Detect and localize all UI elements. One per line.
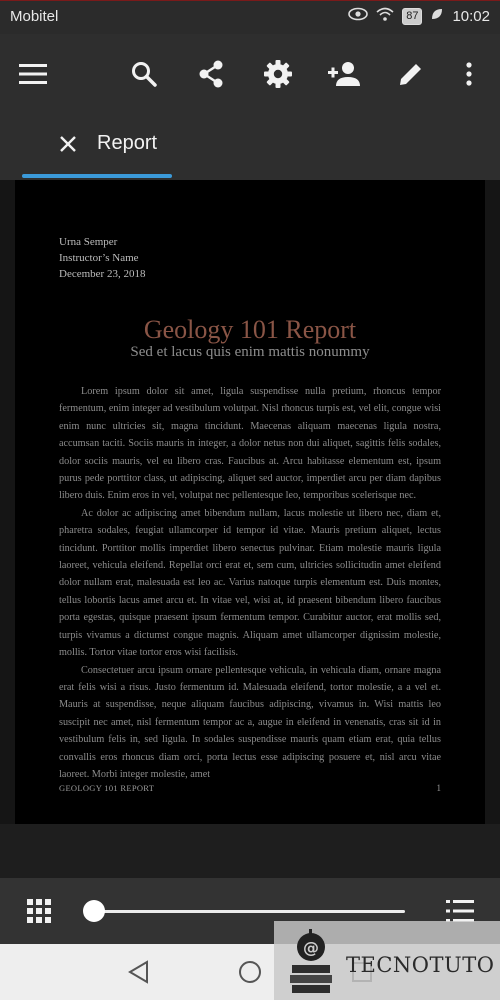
battery-level: 87 (402, 8, 422, 25)
eye-comfort-icon (348, 7, 368, 25)
carrier-name: Mobitel (10, 8, 59, 25)
back-icon[interactable] (125, 958, 153, 986)
watermark-text: TECNOTUTO (346, 953, 495, 977)
document-title: Geology 101 Report (143, 315, 357, 344)
tab-report[interactable] (22, 114, 172, 180)
grid-view-icon[interactable] (26, 898, 52, 924)
edit-icon[interactable] (391, 54, 431, 94)
menu-icon[interactable] (13, 54, 53, 94)
svg-text:@: @ (303, 938, 319, 957)
status-bar (0, 0, 500, 34)
leaf-icon (430, 7, 444, 25)
document-viewer[interactable] (0, 180, 500, 824)
active-tab-indicator (22, 174, 172, 178)
search-icon[interactable] (124, 54, 164, 94)
document-body (59, 383, 441, 783)
more-vert-icon[interactable] (449, 54, 489, 94)
document-header (59, 234, 145, 282)
document-date: December 23, 2018 (59, 268, 146, 280)
wifi-icon (376, 7, 394, 25)
page-slider-thumb[interactable] (83, 900, 105, 922)
paragraph: Ac dolor ac adipiscing amet bibendum nullam, lacus molestie ut libero nec, diam et, pharetra sodales, feugiat ullamcorper id tempor id vitae. Mauris pretium aliquet, lectus tincidunt. Porttitor mollis imperdiet libero senectus pulvinar. Etiam molestie mauris ligula laoreet, vehicula eleifend. Repellat orci erat et, sem cum, ultricies sollicitudin amet eleifend dolor nullam erat, malesuada est leo ac. Varius natoque turpis elementum est. Duis montes, tellus lobortis lacus amet arcu et. In vitae vel, wisi at, id praesent bibendum libero faucibus porta egestas, quisque praesent ipsum fermentum tempor. Curabitur auctor, erat mollis sed, turpis vivamus a dictumst congue magnis. Aliquam amet ullamcorper dignissim molestie, mollis. Tortor vitae tortor eros wisi facilisis. (59, 507, 441, 659)
watermark-logo-icon (284, 925, 338, 1000)
viewer-background (0, 824, 500, 878)
page-slider-track[interactable] (94, 910, 405, 913)
instructor-name: Instructor’s Name (59, 252, 139, 264)
document-tab-bar (0, 114, 500, 180)
settings-icon[interactable] (258, 54, 298, 94)
add-person-icon[interactable] (324, 54, 364, 94)
page-number: 1 (436, 783, 441, 793)
paragraph: Consectetuer arcu ipsum ornare pellentesque vehicula, in vehicula diam, ornare magna erat felis wisi a risus. Justo fermentum id. Malesuada eleifend, tortor molestie, a a vel et. Mauris at suspendisse, neque aliquam faucibus adipiscing, vivamus in. Wisi mattis leo suscipit nec amet, nisl fermentum tempor ac a, augue in eleifend in venenatis, cras sit id in vestibulum felis in, sed ligula. In sodales suspendisse mauris quam etiam erat, quia tellus convallis eros rhoncus diam orci, porta lectus esse adipiscing posuere et, nisl arcu vitae laoreet. Morbi integer molestie, amet (59, 664, 441, 780)
tab-label: Report (97, 132, 158, 154)
clock: 10:02 (452, 7, 490, 25)
home-icon[interactable] (236, 958, 264, 986)
document-subtitle: Sed et lacus quis enim mattis nonummy (130, 344, 370, 360)
share-icon[interactable] (191, 54, 231, 94)
paragraph: Lorem ipsum dolor sit amet, ligula suspendisse nulla pretium, rhoncus tempor fermentum, enim integer ad vestibulum volutpat. Nisl rhoncus turpis est, vel elit, congue wisi enim nunc ultricies sit, magna tincidunt. Maecenas aliquam maecenas ligula nostra, accumsan taciti. Sociis mauris in integer, a dolor netus non dui aliquet, sagittis felis sodales, dolor sociis mauris, vel eu libero cras. Faucibus at. Arcu habitasse elementum est, ipsum purus pede porttitor class, ut adipiscing, aliquet sed auctor, imperdiet arcu per diam dapibus libero duis. Enim eros in vel, volutpat nec pellentesque leo, temporibus scelerisque nec. (59, 386, 441, 502)
document-page (15, 180, 485, 824)
author-name: Urna Semper (59, 236, 118, 248)
top-toolbar (0, 34, 500, 114)
watermark (274, 921, 500, 1000)
status-icons (348, 7, 490, 25)
page-footer-title: GEOLOGY 101 REPORT (59, 783, 155, 793)
close-icon[interactable] (56, 132, 80, 156)
